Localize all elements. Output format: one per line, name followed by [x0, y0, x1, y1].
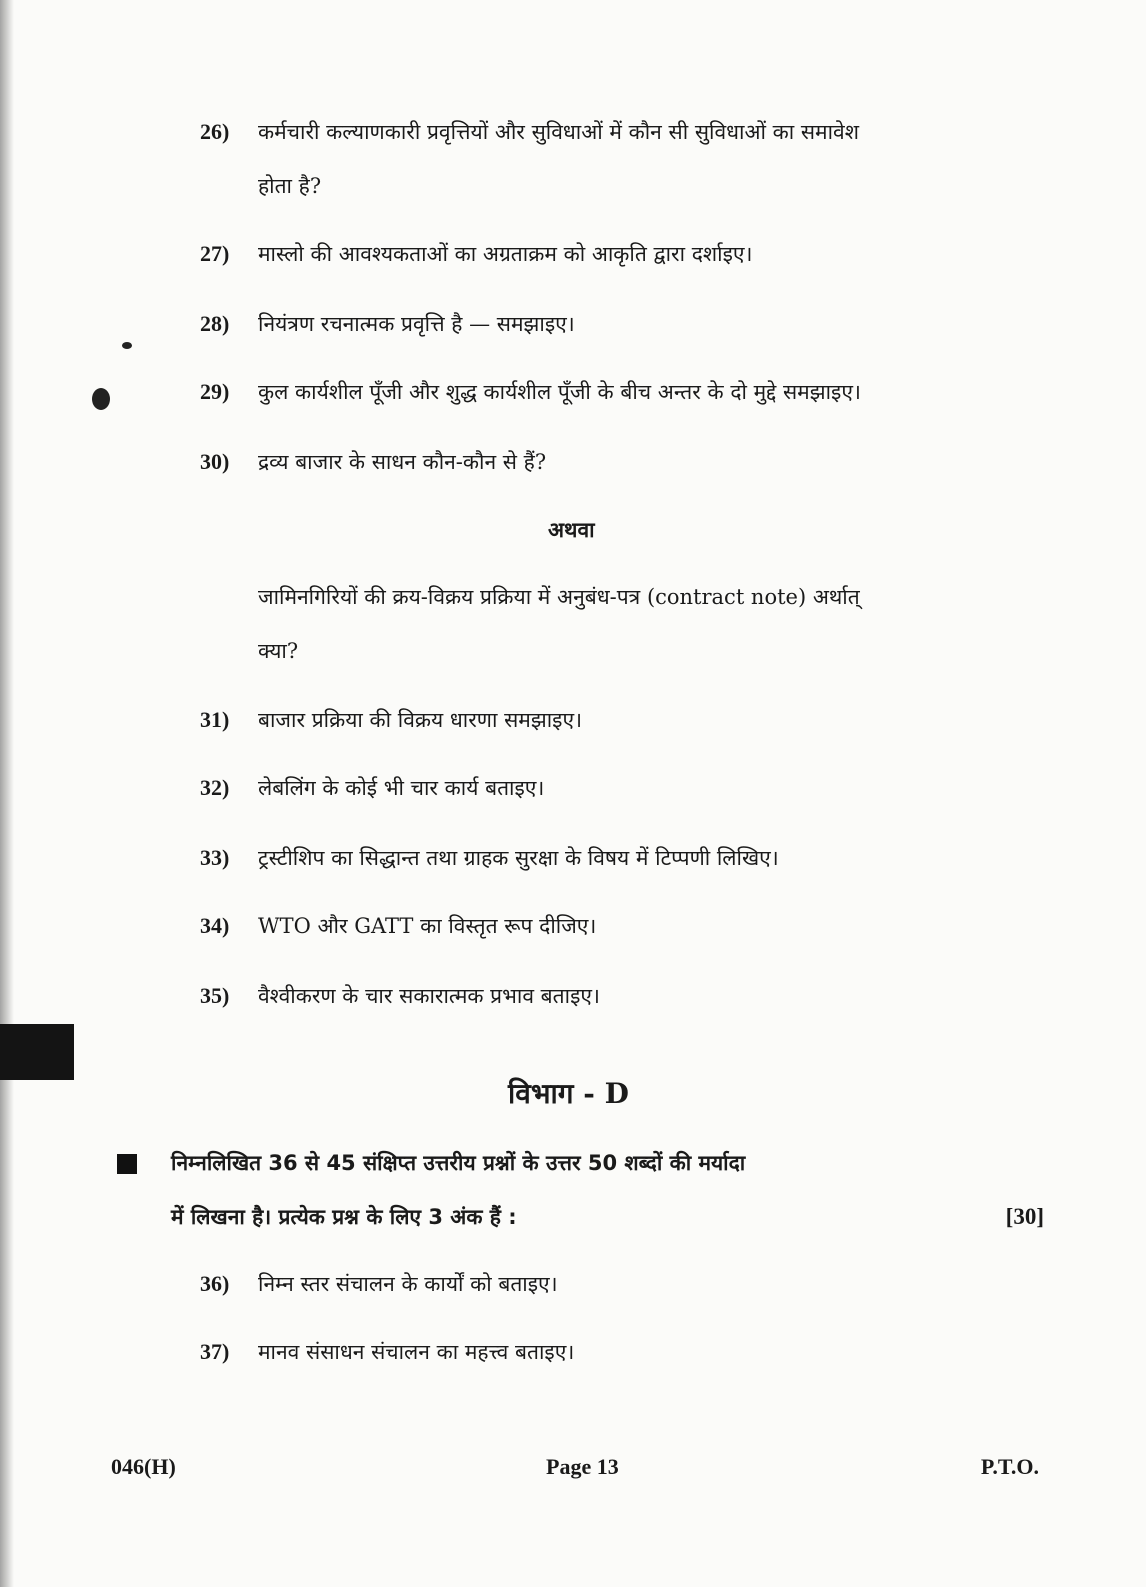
question-text-line2: क्या?: [258, 639, 299, 663]
question-30: [200, 448, 1000, 476]
instruction-line1: निम्नलिखित 36 से 45 संक्षिप्त उत्तरीय प्रश्नों के उत्तर 50 शब्दों की मर्यादा: [171, 1151, 746, 1175]
question-28: [200, 310, 1000, 338]
question-number: 28): [200, 311, 230, 336]
question-text: मानव संसाधन संचालन का महत्त्व बताइए।: [258, 1340, 575, 1364]
question-26: [200, 118, 1000, 200]
question-number: 34): [200, 913, 230, 938]
question-text: वैश्वीकरण के चार सकारात्मक प्रभाव बताइए।: [258, 984, 600, 1008]
question-31: [200, 706, 1000, 734]
question-35: [200, 982, 1000, 1010]
question-text: द्रव्य बाजार के साधन कौन-कौन से हैं?: [258, 450, 547, 474]
question-text: निम्न स्तर संचालन के कार्यों को बताइए।: [258, 1272, 558, 1296]
section-title: विभाग - D: [508, 1077, 629, 1110]
question-text: लेबलिंग के कोई भी चार कार्य बताइए।: [258, 776, 545, 800]
question-number: 31): [200, 707, 230, 732]
question-number: 33): [200, 845, 230, 870]
question-number: 35): [200, 983, 230, 1008]
question-text: WTO और GATT का विस्तृत रूप दीजिए।: [258, 914, 597, 938]
question-36: [200, 1270, 1000, 1298]
question-number: 27): [200, 241, 230, 266]
question-text: ट्रस्टीशिप का सिद्धान्त तथा ग्राहक सुरक्षा के विषय में टिप्पणी लिखिए।: [258, 846, 779, 870]
question-text: बाजार प्रक्रिया की विक्रय धारणा समझाइए।: [258, 708, 583, 732]
paper-code: 046(H): [111, 1454, 176, 1479]
question-number: 26): [200, 119, 230, 144]
page-number: Page 13: [546, 1454, 619, 1479]
question-33: [200, 844, 1000, 872]
question-number: 36): [200, 1271, 230, 1296]
section-instructions: [171, 1149, 971, 1231]
scan-edge-shadow: [0, 0, 14, 1587]
question-34: [200, 912, 1000, 940]
question-number: 37): [200, 1339, 230, 1364]
question-text: जामिनगिरियों की क्रय-विक्रय प्रक्रिया में अनुबंध-पत्र (contract note) अर्थात्: [258, 585, 860, 609]
question-29: [200, 378, 1000, 406]
question-text: कुल कार्यशील पूँजी और शुद्ध कार्यशील पूँजी के बीच अन्तर के दो मुद्दे समझाइए।: [258, 380, 861, 404]
scan-artifact-block: [0, 1024, 74, 1080]
question-number: 29): [200, 379, 230, 404]
question-text-line2: होता है?: [258, 174, 322, 198]
question-27: [200, 240, 1000, 268]
section-marks: [30]: [1005, 1204, 1044, 1229]
question-37: [200, 1338, 1000, 1366]
question-number: 32): [200, 775, 230, 800]
question-text: मास्लो की आवश्यकताओं का अग्रताक्रम को आकृति द्वारा दर्शाइए।: [258, 242, 753, 266]
question-text: नियंत्रण रचनात्मक प्रवृत्ति है — समझाइए।: [258, 312, 575, 336]
square-bullet-icon: [117, 1154, 137, 1174]
question-text: कर्मचारी कल्याणकारी प्रवृत्तियों और सुविधाओं में कौन सी सुविधाओं का समावेश: [258, 120, 860, 144]
please-turn-over: P.T.O.: [980, 1454, 1039, 1479]
or-label: अथवा: [548, 517, 595, 542]
or-question: [258, 583, 978, 665]
instruction-line2: में लिखना है। प्रत्येक प्रश्न के लिए 3 अंक हैं :: [171, 1205, 517, 1229]
question-32: [200, 774, 1000, 802]
ink-speck: [122, 342, 132, 349]
ink-blot: [92, 388, 110, 410]
question-number: 30): [200, 449, 230, 474]
